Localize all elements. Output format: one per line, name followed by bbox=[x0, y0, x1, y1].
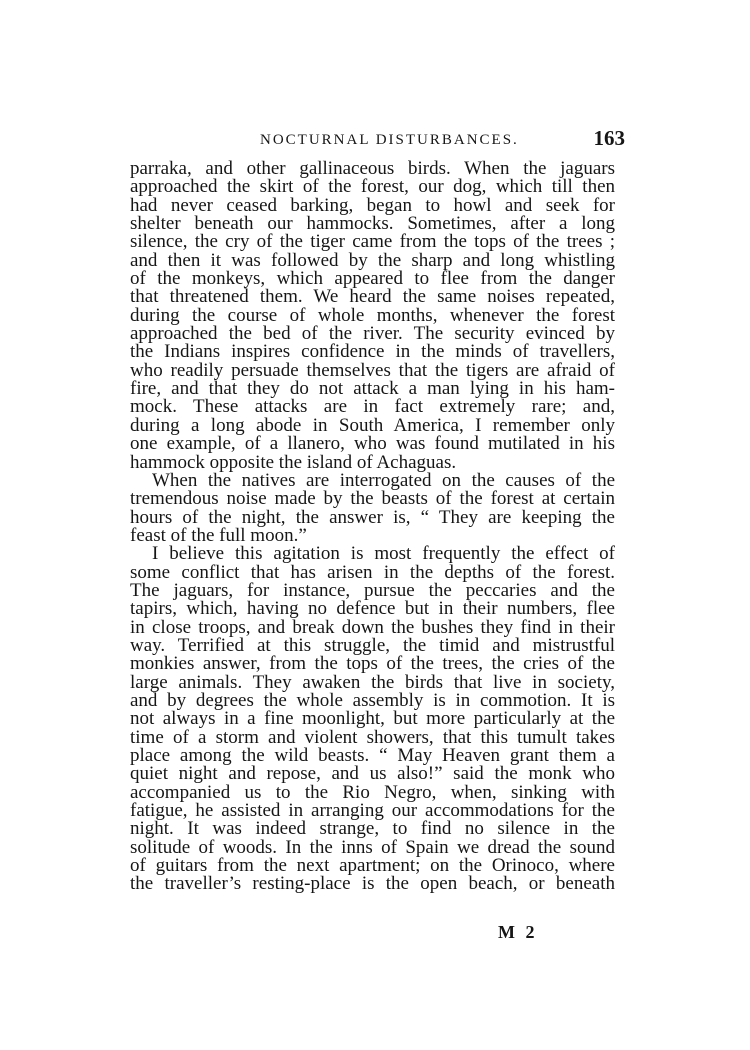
text-line: not always in a fine moonlight, but more particularly at the bbox=[130, 708, 615, 730]
text-line: during the course of whole months, whenever the forest bbox=[130, 304, 615, 326]
text-line: time of a storm and violent showers, that this tumult takes bbox=[130, 726, 615, 748]
text-line: the traveller’s resting-place is the open beach, or beneath bbox=[130, 873, 615, 895]
text-line: way. Terrified at this struggle, the timid and mistrustful bbox=[130, 634, 615, 656]
text-line: approached the skirt of the forest, our dog, which till then bbox=[130, 176, 615, 198]
text-line: had never ceased barking, began to howl and seek for bbox=[130, 194, 615, 216]
text-line: The jaguars, for instance, pursue the peccaries and the bbox=[130, 579, 615, 601]
body-text bbox=[130, 160, 615, 894]
running-header bbox=[130, 126, 625, 154]
text-line: fatigue, he assisted in arranging our accommodations for the bbox=[130, 800, 615, 822]
text-line: and then it was followed by the sharp and long whistling bbox=[130, 249, 615, 271]
text-line: solitude of woods. In the inns of Spain we dread the sound bbox=[130, 836, 615, 858]
text-line: mock. These attacks are in fact extremely rare; and, bbox=[130, 396, 615, 418]
text-line: of the monkeys, which appeared to flee from the danger bbox=[130, 268, 615, 290]
text-line: approached the bed of the river. The security evinced by bbox=[130, 323, 615, 345]
text-line: fire, and that they do not attack a man lying in his ham- bbox=[130, 378, 615, 400]
signature-mark: M 2 bbox=[498, 922, 538, 942]
text-line: place among the wild beasts. “ May Heaven grant them a bbox=[130, 745, 615, 766]
text-line: one example, of a llanero, who was found mutilated in his bbox=[130, 433, 615, 455]
running-title: NOCTURNAL DISTURBANCES. bbox=[260, 132, 519, 148]
text-line: night. It was indeed strange, to find no silence in the bbox=[130, 818, 615, 840]
text-line: who readily persuade themselves that the tigers are afraid of bbox=[130, 359, 615, 381]
page-number: 163 bbox=[593, 126, 625, 150]
text-line: in close troops, and break down the bushes they find in their bbox=[130, 616, 615, 638]
text-line: monkies answer, from the tops of the trees, the cries of the bbox=[130, 653, 615, 675]
text-line: shelter beneath our hammocks. Sometimes, after a long bbox=[130, 213, 615, 235]
text-line: parraka, and other gallinaceous birds. When the jaguars bbox=[130, 158, 615, 179]
text-line: accompanied us to the Rio Negro, when, sinking with bbox=[130, 781, 615, 803]
text-line: hours of the night, the answer is, “ They are keeping the bbox=[130, 506, 615, 528]
text-line: tapirs, which, having no defence but in their numbers, flee bbox=[130, 598, 615, 620]
text-line: silence, the cry of the tiger came from the tops of the trees ; bbox=[130, 231, 615, 253]
text-line: of guitars from the next apartment; on the Orinoco, where bbox=[130, 855, 615, 877]
text-line: that threatened them. We heard the same noises repeated, bbox=[130, 286, 615, 308]
text-line: some conflict that has arisen in the depths of the forest. bbox=[130, 561, 615, 583]
text-line: the Indians inspires confidence in the minds of travellers, bbox=[130, 341, 615, 363]
text-line: I believe this agitation is most frequently the effect of bbox=[152, 543, 615, 565]
text-line: quiet night and repose, and us also!” said the monk who bbox=[130, 763, 615, 785]
text-line: large animals. They awaken the birds that live in society, bbox=[130, 671, 615, 693]
text-line: and by degrees the whole assembly is in commotion. It is bbox=[130, 689, 615, 711]
text-line: feast of the full moon.” bbox=[130, 524, 307, 546]
text-line: during a long abode in South America, I remember only bbox=[130, 414, 615, 436]
text-line: tremendous noise made by the beasts of the forest at certain bbox=[130, 488, 615, 510]
text-line: hammock opposite the island of Achaguas. bbox=[130, 451, 457, 473]
text-line: When the natives are interrogated on the causes of the bbox=[152, 469, 615, 491]
